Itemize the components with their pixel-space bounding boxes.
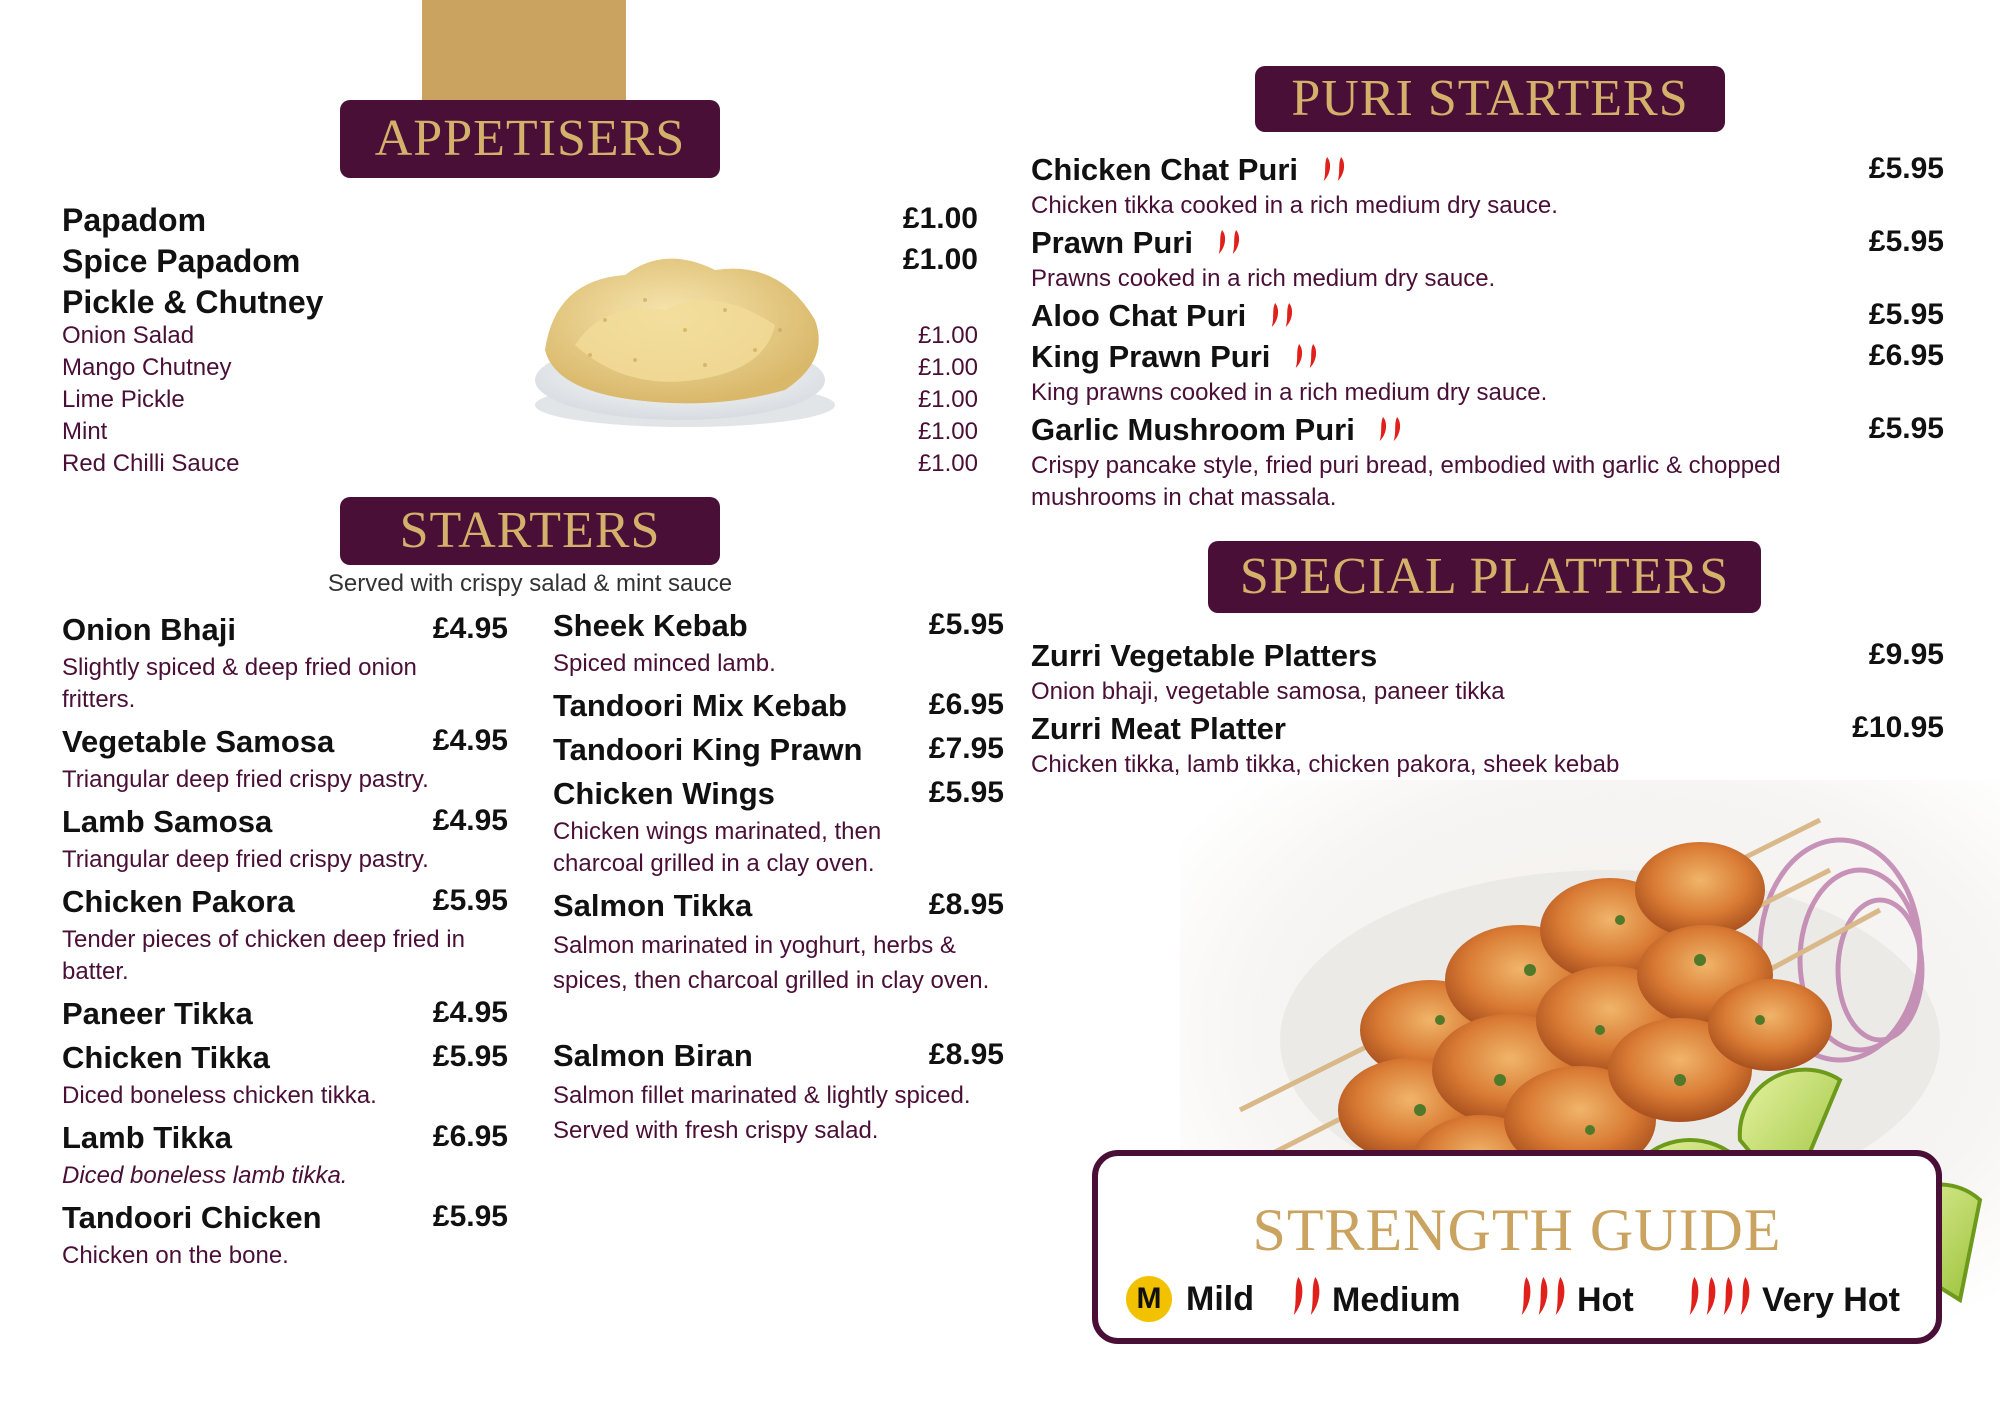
starter-salmon-biran-desc: Salmon fillet marinated & lightly spiced. Served with fresh crispy salad.: [553, 1082, 971, 1144]
starter-lamb-tikka-desc: Diced boneless lamb tikka.: [62, 1162, 348, 1189]
strength-guide-title: STRENGTH GUIDE: [1252, 1197, 1782, 1263]
puri-garlic-mushroom-name: [1031, 412, 1402, 450]
appetiser-papadom-price: £1.00: [902, 202, 978, 235]
strength-very-hot: [1686, 1276, 1900, 1325]
puri-chicken-chat-desc: Chicken tikka cooked in a rich medium dry sauce.: [1031, 192, 1558, 219]
special-platters-title: SPECIAL PLATTERS: [1239, 548, 1730, 605]
appetisers-banner: [340, 100, 720, 178]
appetiser-onion-salad-name: Onion Salad: [62, 322, 195, 349]
appetiser-lime-pickle-price: £1.00: [917, 386, 978, 413]
starter-salmon-tikka-desc: Salmon marinated in yoghurt, herbs & spices, then charcoal grilled in clay oven.: [553, 932, 990, 994]
platter-vegetable-name: Zurri Vegetable Platters: [1031, 638, 1378, 673]
gold-accent-tab: [422, 0, 626, 100]
platter-meat-name: Zurri Meat Platter: [1031, 711, 1286, 746]
puri-chicken-chat-label: Chicken Chat Puri: [1031, 152, 1298, 187]
puri-aloo-chat-label: Aloo Chat Puri: [1031, 298, 1247, 333]
starter-tandoori-mix-kebab-name: Tandoori Mix Kebab: [553, 688, 847, 723]
starter-tandoori-king-prawn-price: £7.95: [928, 732, 1004, 765]
puri-king-prawn-price: £6.95: [1868, 339, 1944, 372]
starter-onion-bhaji-desc: Slightly spiced & deep fried onion fritters.: [62, 654, 417, 713]
medium-chilli-icon: [1290, 1276, 1322, 1325]
starter-tandoori-king-prawn-name: Tandoori King Prawn: [553, 732, 863, 767]
appetiser-papadom-name: Papadom: [62, 202, 207, 238]
puri-garlic-mushroom-desc: Crispy pancake style, fried puri bread, embodied with garlic & chopped mushrooms in chat massala.: [1031, 452, 1781, 511]
starter-lamb-samosa-desc: Triangular deep fried crispy pastry.: [62, 846, 429, 873]
starters-title: STARTERS: [399, 502, 661, 559]
appetiser-onion-salad-price: £1.00: [917, 322, 978, 349]
starter-onion-bhaji-price: £4.95: [432, 612, 508, 645]
special-platters-banner: [1208, 541, 1761, 613]
starter-salmon-tikka-name: Salmon Tikka: [553, 888, 753, 923]
starter-paneer-tikka-price: £4.95: [432, 996, 508, 1029]
starter-salmon-biran-price: £8.95: [928, 1038, 1004, 1071]
starter-tandoori-chicken-name: Tandoori Chicken: [62, 1200, 322, 1235]
starter-paneer-tikka-name: Paneer Tikka: [62, 996, 253, 1031]
medium-chilli-icon: [1321, 154, 1346, 190]
strength-medium: [1290, 1276, 1460, 1325]
strength-hot: [1518, 1276, 1634, 1325]
medium-chilli-icon: [1377, 414, 1402, 450]
puri-chicken-chat-name: [1031, 152, 1346, 190]
starter-chicken-pakora-price: £5.95: [432, 884, 508, 917]
starter-sheek-kebab-name: Sheek Kebab: [553, 608, 748, 643]
puri-prawn-name: [1031, 225, 1241, 263]
starter-vegetable-samosa-desc: Triangular deep fried crispy pastry.: [62, 766, 429, 793]
appetiser-mint-price: £1.00: [917, 418, 978, 445]
appetiser-spice-papadom-price: £1.00: [902, 243, 978, 276]
puri-king-prawn-desc: King prawns cooked in a rich medium dry sauce.: [1031, 379, 1548, 406]
puri-garlic-mushroom-label: Garlic Mushroom Puri: [1031, 412, 1355, 447]
appetiser-lime-pickle-name: Lime Pickle: [62, 386, 185, 413]
appetiser-red-chilli-sauce-price: £1.00: [917, 450, 978, 477]
starter-chicken-wings-desc: Chicken wings marinated, then charcoal grilled in a clay oven.: [553, 818, 882, 877]
starter-chicken-pakora-name: Chicken Pakora: [62, 884, 295, 919]
starter-vegetable-samosa-name: Vegetable Samosa: [62, 724, 335, 759]
puri-starters-banner: [1255, 66, 1725, 132]
starter-chicken-wings-name: Chicken Wings: [553, 776, 775, 811]
starters-banner: [340, 497, 720, 565]
very-hot-chilli-icon: [1686, 1276, 1752, 1325]
platter-meat-price: £10.95: [1852, 711, 1944, 744]
puri-king-prawn-label: King Prawn Puri: [1031, 339, 1271, 374]
starter-onion-bhaji-name: Onion Bhaji: [62, 612, 236, 647]
starter-tandoori-chicken-desc: Chicken on the bone.: [62, 1242, 289, 1269]
starter-salmon-biran-name: Salmon Biran: [553, 1038, 753, 1073]
strength-guide-box: [1092, 1150, 1942, 1344]
appetiser-mint-name: Mint: [62, 418, 108, 445]
puri-chicken-chat-price: £5.95: [1868, 152, 1944, 185]
strength-medium-label: Medium: [1332, 1281, 1461, 1319]
puri-prawn-price: £5.95: [1868, 225, 1944, 258]
starter-vegetable-samosa-price: £4.95: [432, 724, 508, 757]
starters-subtitle: Served with crispy salad & mint sauce: [327, 570, 733, 597]
puri-king-prawn-name: [1031, 339, 1318, 377]
platter-meat-desc: Chicken tikka, lamb tikka, chicken pakora, sheek kebab: [1031, 751, 1620, 778]
starter-lamb-tikka-price: £6.95: [432, 1120, 508, 1153]
puri-prawn-desc: Prawns cooked in a rich medium dry sauce.: [1031, 265, 1496, 292]
puri-aloo-chat-name: [1031, 298, 1294, 336]
strength-very-hot-label: Very Hot: [1762, 1281, 1900, 1319]
mild-badge-icon: M: [1126, 1276, 1172, 1322]
medium-chilli-icon: [1269, 300, 1294, 336]
puri-starters-title: PURI STARTERS: [1291, 70, 1689, 127]
starter-lamb-samosa-name: Lamb Samosa: [62, 804, 273, 839]
starter-tandoori-chicken-price: £5.95: [432, 1200, 508, 1233]
starter-sheek-kebab-price: £5.95: [928, 608, 1004, 641]
puri-aloo-chat-price: £5.95: [1868, 298, 1944, 331]
puri-garlic-mushroom-price: £5.95: [1868, 412, 1944, 445]
strength-mild-label: Mild: [1186, 1279, 1254, 1318]
appetiser-red-chilli-sauce-name: Red Chilli Sauce: [62, 450, 240, 477]
strength-mild: [1126, 1276, 1254, 1322]
starter-lamb-samosa-price: £4.95: [432, 804, 508, 837]
appetiser-mango-chutney-price: £1.00: [917, 354, 978, 381]
papadom-photo: [515, 240, 845, 430]
starter-salmon-tikka-price: £8.95: [928, 888, 1004, 921]
appetisers-title: APPETISERS: [374, 110, 686, 167]
appetiser-mango-chutney-name: Mango Chutney: [62, 354, 232, 381]
platter-vegetable-desc: Onion bhaji, vegetable samosa, paneer tikka: [1031, 678, 1505, 705]
starter-lamb-tikka-name: Lamb Tikka: [62, 1120, 233, 1155]
starter-chicken-wings-price: £5.95: [928, 776, 1004, 809]
strength-hot-label: Hot: [1577, 1281, 1634, 1319]
medium-chilli-icon: [1216, 227, 1241, 263]
starter-tandoori-mix-kebab-price: £6.95: [928, 688, 1004, 721]
starter-chicken-tikka-desc: Diced boneless chicken tikka.: [62, 1082, 377, 1109]
starter-sheek-kebab-desc: Spiced minced lamb.: [553, 650, 776, 677]
hot-chilli-icon: [1518, 1276, 1567, 1325]
medium-chilli-icon: [1293, 341, 1318, 377]
appetiser-spice-papadom-name: Spice Papadom: [62, 243, 301, 279]
starter-chicken-tikka-name: Chicken Tikka: [62, 1040, 270, 1075]
puri-prawn-label: Prawn Puri: [1031, 225, 1193, 260]
starter-chicken-tikka-price: £5.95: [432, 1040, 508, 1073]
starter-chicken-pakora-desc: Tender pieces of chicken deep fried in batter.: [62, 926, 465, 985]
platter-vegetable-price: £9.95: [1868, 638, 1944, 671]
appetiser-pickle-chutney-name: Pickle & Chutney: [62, 284, 324, 320]
